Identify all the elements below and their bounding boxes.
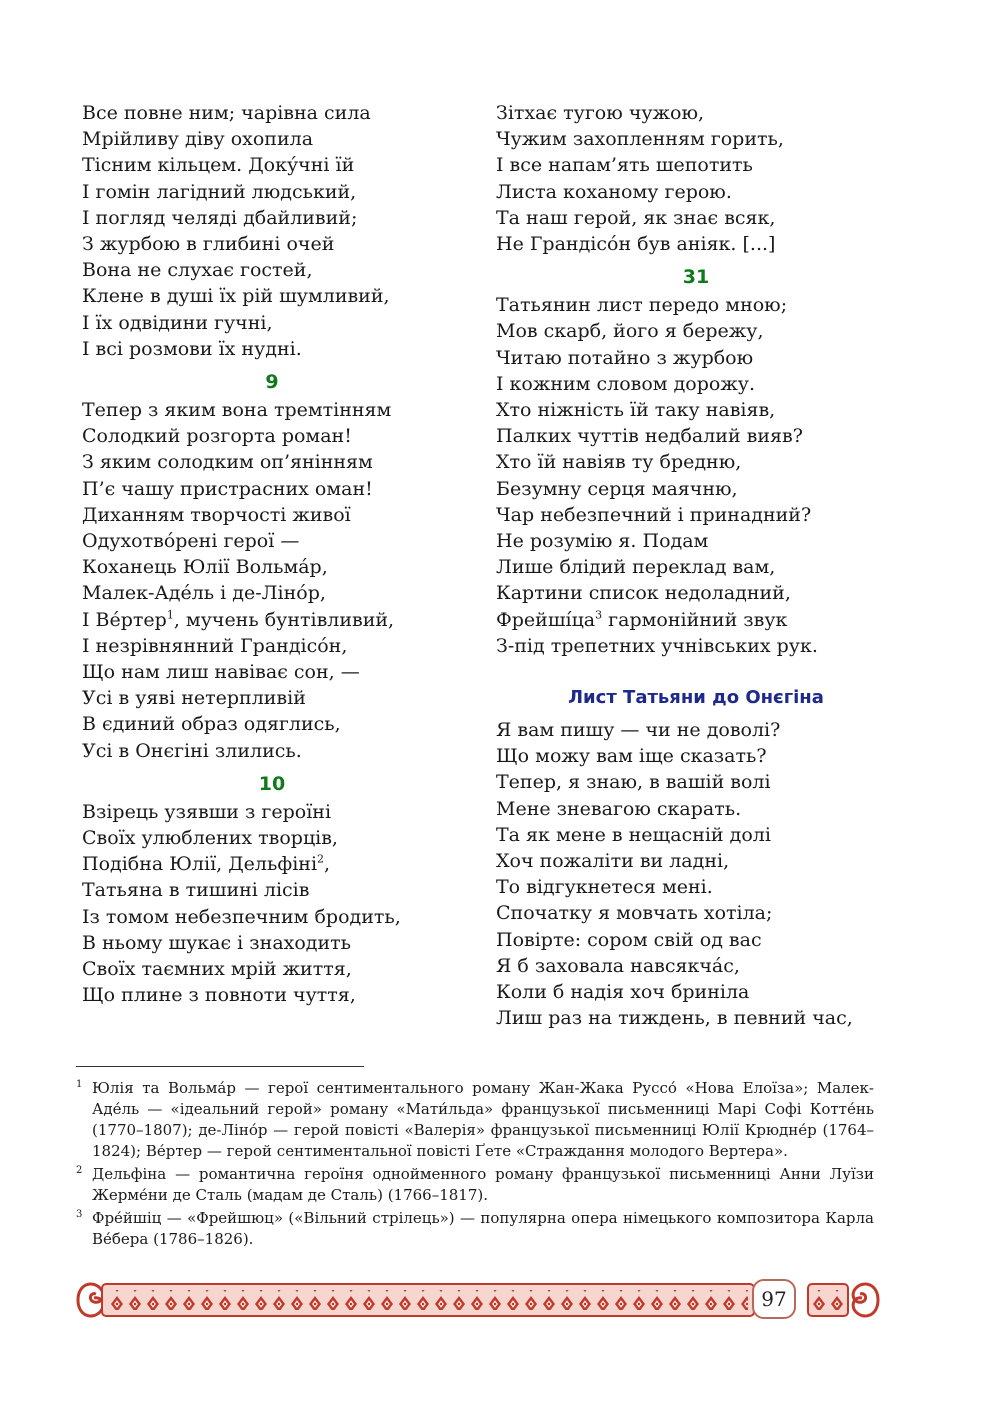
verse-line: І гомін лагідний людський, [82, 180, 357, 203]
verse-line: З яким солодким оп’янінням [82, 451, 373, 474]
verse-line: Лиш раз на тиждень, в певний час, [496, 1007, 853, 1030]
verse-line: В ньому шукає і знаходить [82, 931, 352, 954]
stanza-number-10: 10 [258, 772, 286, 795]
verse-line: Взірець узявши з героїні [82, 800, 332, 823]
verse-line: Що можу вам іще сказать? [496, 745, 767, 768]
verse-line: Малек-Аде́ль і де-Ліно́р, [82, 582, 326, 605]
letter-title: Лист Татьяни до Онєгіна [568, 687, 824, 709]
verse-line: Спочатку я мовчать хотіла; [496, 902, 773, 925]
verse-line: Усі в уяві нетерпливій [82, 687, 306, 710]
verse-line: Хто їй навіяв ту бредню, [496, 451, 742, 474]
verse-line: Я вам пишу — чи не доволі? [496, 719, 781, 742]
verse-line: І все напам’ять шепотить [496, 154, 753, 177]
verse-block-letter [496, 717, 896, 1031]
verse-line: Своїх улюблених творців, [82, 827, 338, 850]
footnote-divider [76, 1066, 364, 1067]
verse-line: Коли б надія хоч бриніла [496, 981, 750, 1004]
verse-block-stanza-9-part-1 [82, 397, 462, 607]
verse-line: Не Грандісо́н був аніяк. [...] [496, 233, 776, 256]
verse-line: В єдиний образ одяглись, [82, 713, 341, 736]
footnote-3: 3 Фре́йшіц — «Фрейшюц» («Вільний стрілець») — популярна опера німецького композитора Карла Ве́бера (1786–1826). [76, 1209, 874, 1248]
verse-line: Лише блідий переклад вам, [496, 556, 776, 579]
verse-block-stanza-10-end [496, 100, 896, 257]
verse-line: І всі розмови їх нудні. [82, 337, 302, 360]
verse-line: Хто ніжність їй таку навіяв, [496, 399, 776, 422]
verse-line: Татьяна в тишині лісів [82, 879, 310, 902]
verse-line: Палких чуттів недбалий вияв? [496, 425, 803, 448]
verse-line: Диханням творчості живої [82, 503, 351, 526]
verse-line: Читаю потайно з журбою [496, 346, 754, 369]
verse-line: Картини список недоладний, [496, 582, 791, 605]
verse-line-freischutz: $Фрейші́ца^3$ гармонійний звук [496, 608, 788, 631]
verse-line: Безумну серця маячню, [496, 477, 738, 500]
verse-line-delphine: Подібна Юлії, Дельфіні$^2$, [82, 852, 331, 876]
verse-line: Усі в Онєгіні злились. [82, 739, 302, 762]
left-column [82, 100, 462, 1009]
verse-line: Не розумію я. Подам [496, 530, 709, 553]
verse-line: Мов скарб, його я бережу, [496, 320, 764, 343]
footnote-2: 2 Дельфіна — романтична героїня однойменного роману французької письменниці Анни Луїзи Жерме́ни де Сталь (мадам де Сталь) (1766–1817). [76, 1165, 874, 1204]
verse-line: Та як мене в нещасній долі [496, 823, 771, 846]
verse-line: Клене в душі їх рій шумливий, [82, 285, 390, 308]
verse-line: П’є чашу пристрасних оман! [82, 477, 373, 500]
verse-line: І незрівнянний Грандісо́н, [82, 634, 348, 657]
footnote-1: 1 Юлія та Вольма́р — герої сентиментального роману Жан-Жака Руссо́ «Нова Елоїза»; Малек-Аде́ль — «ідеальний герой» роману «Мати́льда» французької письменниці Марі Софі Котте́нь (1770–1807); де-Ліно́р — герой повісті «Валерія» французької письменниці Юлії Крюдне́р (1764–1824); Ве́ртер — герой сентиментальної повісті Ґете «Страждання молодого Вертера». [76, 1079, 874, 1160]
left-scroll-icon [78, 1284, 103, 1316]
verse-line: Мене зневагою скарать. [496, 797, 742, 820]
verse-line: З-під трепетних учнівських рук. [496, 634, 818, 657]
verse-line: Своїх таємних мрій життя, [82, 958, 352, 981]
verse-line: Що плине з повноти чуття, [82, 984, 356, 1007]
verse-line: Тепер, я знаю, в вашій волі [496, 771, 771, 794]
verse-line: І кожним словом дорожу. [496, 372, 756, 395]
verse-block-stanza-10-part-2 [82, 877, 462, 1008]
verse-line: Все повне ним; чарівна сила [82, 102, 371, 124]
footnote-mark-2: 2 [317, 852, 325, 866]
verse-line: То відгукнетеся мені. [496, 876, 713, 899]
right-scroll-icon [853, 1284, 878, 1316]
verse-line: Чар небезпечний і принадний? [496, 503, 812, 526]
verse-line: Що нам лиш навіває сон, — [82, 661, 360, 684]
footnote-mark-3: 3 [595, 608, 603, 622]
verse-line: Із томом небезпечним бродить, [82, 905, 401, 928]
stanza-number-9: 9 [265, 371, 279, 394]
verse-line: Вона не слухає гостей, [82, 259, 313, 282]
verse-line: Коханець Юлії Вольма́р, [82, 556, 328, 579]
verse-block-stanza-9-part-2 [82, 633, 462, 764]
verse-line: Тепер з яким вона тремтінням [82, 399, 392, 422]
verse-line: Одухотво́рені герої — [82, 530, 300, 553]
right-column [496, 100, 896, 1032]
footnote-mark-1: 1 [166, 608, 174, 622]
verse-line: Татьянин лист передо мною; [496, 294, 788, 317]
verse-block-stanza-31-part-2 [496, 633, 896, 659]
verse-line: Хоч пожаліти ви ладні, [496, 850, 730, 873]
verse-line: Та наш герой, як знає всяк, [496, 206, 776, 229]
verse-line: Листа коханому герою. [496, 180, 732, 203]
verse-block-stanza-10-part-1 [82, 799, 462, 851]
stanza-number-31: 31 [682, 266, 710, 289]
page-number: 97 [752, 1279, 796, 1319]
verse-line: Тісним кільцем. Доку́чні їй [82, 154, 355, 177]
verse-block-stanza-8-end [82, 100, 462, 362]
verse-line: Чужим захопленням горить, [496, 128, 784, 151]
verse-line: І їх одвідини гучні, [82, 311, 273, 334]
verse-block-stanza-31-part-1 [496, 292, 896, 606]
footnotes [76, 1078, 874, 1252]
verse-line: Зітхає тугою чужою, [496, 102, 705, 124]
verse-line: З журбою в глибині очей [82, 233, 335, 256]
verse-line: Я б заховала навсякча́с, [496, 954, 740, 977]
verse-line: І погляд челяді дбайливий; [82, 206, 358, 229]
verse-line: Мрійливу діву охопила [82, 128, 314, 151]
verse-line-werther: І Ве́ртер$^1$, мучень бунтівливий, [82, 608, 395, 631]
verse-line: Солодкий розгорта роман! [82, 425, 352, 448]
verse-line: Повірте: сором свій од вас [496, 928, 762, 951]
